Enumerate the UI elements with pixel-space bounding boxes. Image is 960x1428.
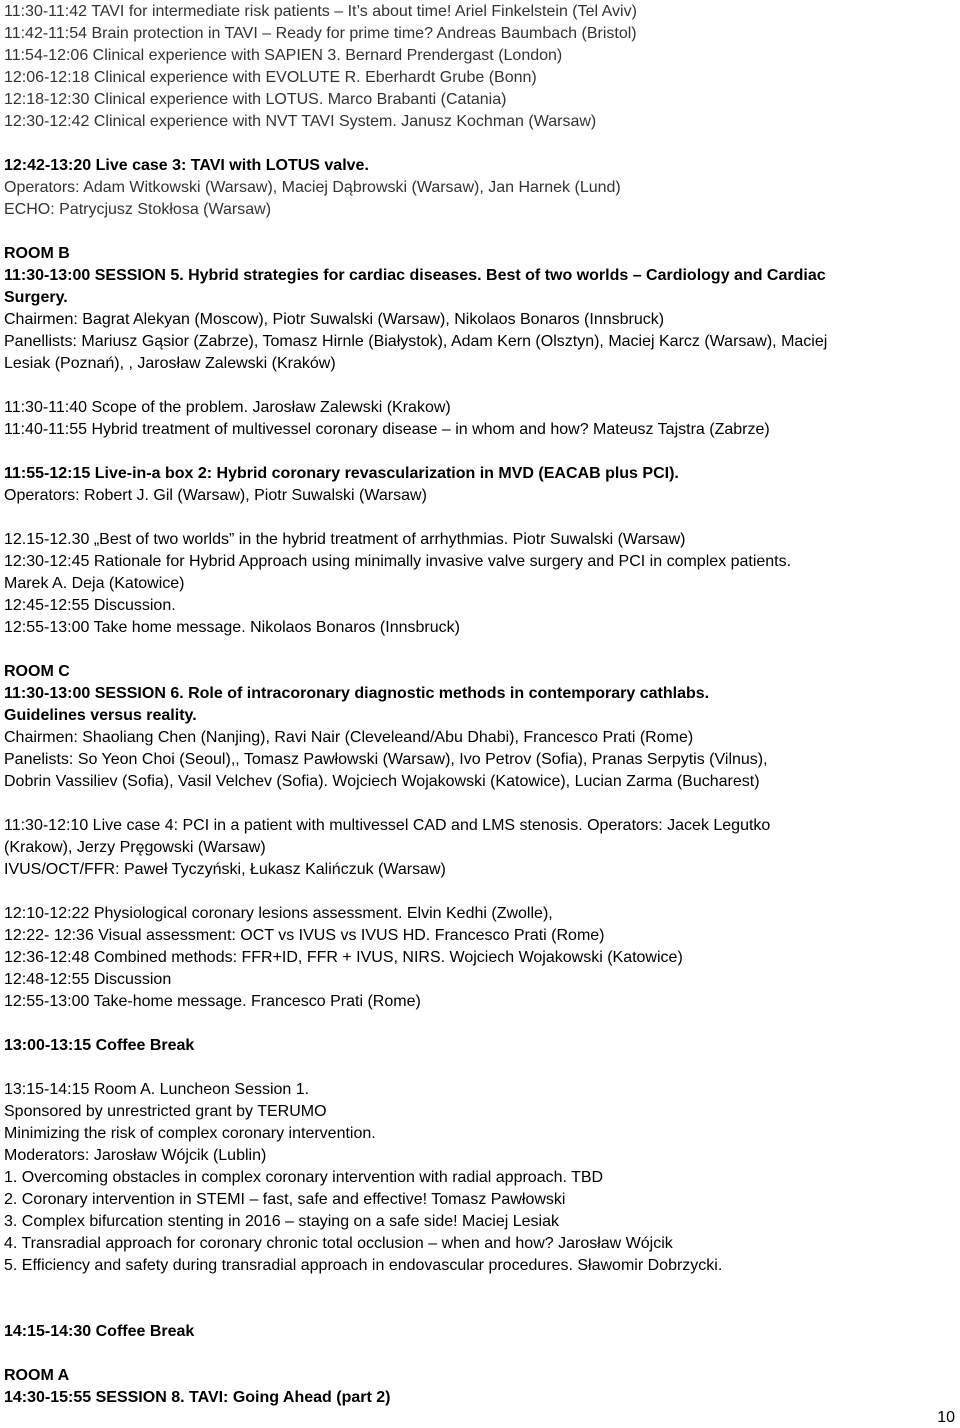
- line-text: (Krakow), Jerzy Pręgowski (Warsaw): [4, 839, 266, 856]
- line-text: 12:18-12:30 Clinical experience with LOTUS. Marco Brabanti (Catania): [4, 91, 507, 108]
- line-text: 12:30-12:42 Clinical experience with NVT TAVI System. Janusz Kochman (Warsaw): [4, 113, 597, 130]
- text-line: [4, 705, 197, 727]
- line-text: Operators: Robert J. Gil (Warsaw), Piotr Suwalski (Warsaw): [4, 487, 427, 504]
- line-text: Moderators: Jarosław Wójcik (Lublin): [4, 1147, 267, 1164]
- text-line: [4, 903, 553, 925]
- text-line: [4, 243, 70, 265]
- line-text: 5. Efficiency and safety during transradial approach in endovascular procedures. Sławomir Dobrzycki.: [4, 1257, 723, 1274]
- text-line: [4, 969, 171, 991]
- text-line: [4, 419, 770, 441]
- bold-text: ROOM C: [4, 663, 70, 680]
- line-text: 11:30-11:42 TAVI for intermediate risk patients – It’s about time! Ariel Finkelstein (Tel Aviv): [4, 3, 637, 20]
- text-line: [4, 23, 637, 45]
- text-line: [4, 177, 621, 199]
- text-line: [4, 573, 185, 595]
- line-text: 11:30-11:40 Scope of the problem. Jarosław Zalewski (Krakow): [4, 399, 451, 416]
- text-line: [4, 397, 451, 419]
- line-text: 12:30-12:45 Rationale for Hybrid Approach using minimally invasive valve surgery and PCI in complex patients.: [4, 553, 792, 570]
- line-text: Panellists: Mariusz Gąsior (Zabrze), Tomasz Hirnle (Białystok), Adam Kern (Olsztyn), Maciej Karcz (Warsaw), Maciej: [4, 333, 828, 350]
- bold-text: 14:15-14:30 Coffee Break: [4, 1323, 195, 1340]
- line-text: 12:48-12:55 Discussion: [4, 971, 172, 988]
- line-text: 12:55-13:00 Take home message. Nikolaos Bonaros (Innsbruck): [4, 619, 460, 636]
- text-line: [4, 45, 562, 67]
- bold-text: Guidelines versus reality.: [4, 707, 197, 724]
- text-line: [4, 991, 421, 1013]
- text-line: [4, 727, 693, 749]
- text-line: [4, 353, 336, 375]
- bold-text: Surgery.: [4, 289, 68, 306]
- text-line: [4, 859, 446, 881]
- text-line: [4, 67, 537, 89]
- line-text: 3. Complex bifurcation stenting in 2016 – staying on a safe side! Maciej Lesiak: [4, 1213, 559, 1230]
- text-line: [4, 1, 637, 23]
- text-line: [4, 463, 679, 485]
- text-line: [4, 1211, 559, 1233]
- text-line: [4, 1321, 194, 1343]
- text-line: [4, 89, 506, 111]
- bold-text: 14:30-15:55 SESSION 8. TAVI: Going Ahead (part 2): [4, 1389, 391, 1406]
- text-line: [4, 947, 683, 969]
- line-text: Dobrin Vassiliev (Sofia), Vasil Velchev (Sofia). Wojciech Wojakowski (Katowice), Lucian Zarma (Bucharest): [4, 773, 760, 790]
- text-line: [4, 837, 266, 859]
- text-line: [4, 925, 605, 947]
- bold-text: 13:00-13:15 Coffee Break: [4, 1037, 195, 1054]
- text-line: [4, 1255, 722, 1277]
- text-line: [4, 1145, 266, 1167]
- text-line: [4, 661, 70, 683]
- line-text: 12:55-13:00 Take-home message. Francesco Prati (Rome): [4, 993, 421, 1010]
- line-text: ECHO: Patrycjusz Stokłosa (Warsaw): [4, 201, 272, 218]
- text-line: [4, 771, 760, 793]
- line-text: Lesiak (Poznań), , Jarosław Zalewski (Kraków): [4, 355, 336, 372]
- text-line: [4, 1365, 69, 1387]
- line-text: Panelists: So Yeon Choi (Seoul),, Tomasz Pawłowski (Warsaw), Ivo Petrov (Sofia), Pranas Serpytis (Vilnus),: [4, 751, 768, 768]
- bold-text: 12:42-13:20 Live case 3: TAVI with LOTUS valve.: [4, 157, 369, 174]
- line-text: Chairmen: Bagrat Alekyan (Moscow), Piotr Suwalski (Warsaw), Nikolaos Bonaros (Innsbruck): [4, 311, 665, 328]
- line-text: Operators: Adam Witkowski (Warsaw), Maciej Dąbrowski (Warsaw), Jan Harnek (Lund): [4, 179, 621, 196]
- line-text: Chairmen: Shaoliang Chen (Nanjing), Ravi Nair (Cleveleand/Abu Dhabi), Francesco Prati (Rome): [4, 729, 694, 746]
- line-text: 4. Transradial approach for coronary chronic total occlusion – when and how? Jarosław Wójcik: [4, 1235, 673, 1252]
- line-text: IVUS/OCT/FFR: Paweł Tyczyński, Łukasz Kalińczuk (Warsaw): [4, 861, 446, 878]
- text-line: [4, 265, 826, 287]
- bold-text: 11:55-12:15 Live-in-a box 2: Hybrid coronary revascularization in MVD (EACAB plus PCI).: [4, 465, 679, 482]
- text-line: [4, 749, 768, 771]
- bold-text: ROOM B: [4, 245, 70, 262]
- page-number: 10: [937, 1409, 955, 1426]
- text-line: [4, 595, 176, 617]
- line-text: Minimizing the risk of complex coronary intervention.: [4, 1125, 376, 1142]
- text-line: [4, 287, 68, 309]
- line-text: 11:30-12:10 Live case 4: PCI in a patient with multivessel CAD and LMS stenosis. Operators: Jacek Legutko: [4, 817, 771, 834]
- line-text: 13:15-14:15 Room A. Luncheon Session 1.: [4, 1081, 310, 1098]
- text-line: [4, 551, 791, 573]
- text-line: [4, 485, 427, 507]
- line-text: 12:36-12:48 Combined methods: FFR+ID, FFR + IVUS, NIRS. Wojciech Wojakowski (Katowice): [4, 949, 683, 966]
- line-text: Sponsored by unrestricted grant by TERUMO: [4, 1103, 327, 1120]
- text-line: [4, 1387, 390, 1409]
- text-line: [4, 1167, 603, 1189]
- line-text: 12:10-12:22 Physiological coronary lesions assessment. Elvin Kedhi (Zwolle),: [4, 905, 553, 922]
- text-line: [4, 1123, 376, 1145]
- text-line: [4, 1035, 194, 1057]
- text-line: [4, 199, 271, 221]
- text-line: [4, 529, 685, 551]
- bold-text: 11:30-13:00 SESSION 6. Role of intracoronary diagnostic methods in contemporary cathlabs.: [4, 685, 710, 702]
- line-text: 12:45-12:55 Discussion.: [4, 597, 176, 614]
- bold-text: ROOM A: [4, 1367, 70, 1384]
- text-line: [4, 1233, 673, 1255]
- text-line: [4, 683, 709, 705]
- line-text: 12:22- 12:36 Visual assessment: OCT vs IVUS vs IVUS HD. Francesco Prati (Rome): [4, 927, 605, 944]
- line-text: 1. Overcoming obstacles in complex coronary intervention with radial approach. TBD: [4, 1169, 604, 1186]
- line-text: Marek A. Deja (Katowice): [4, 575, 185, 592]
- line-text: 11:40-11:55 Hybrid treatment of multivessel coronary disease – in whom and how? Mateusz Tajstra (Zabrze): [4, 421, 770, 438]
- line-text: 11:54-12:06 Clinical experience with SAPIEN 3. Bernard Prendergast (London): [4, 47, 563, 64]
- text-line: [4, 1189, 565, 1211]
- text-line: [4, 1079, 309, 1101]
- text-line: [4, 331, 827, 353]
- line-text: 2. Coronary intervention in STEMI – fast, safe and effective! Tomasz Pawłowski: [4, 1191, 566, 1208]
- line-text: 11:42-11:54 Brain protection in TAVI – Ready for prime time? Andreas Baumbach (Bristol): [4, 25, 637, 42]
- line-text: 12:06-12:18 Clinical experience with EVOLUTE R. Eberhardt Grube (Bonn): [4, 69, 537, 86]
- text-line: [4, 111, 596, 133]
- bold-text: 11:30-13:00 SESSION 5. Hybrid strategies for cardiac diseases. Best of two worlds – Cardiology and Cardiac: [4, 267, 826, 284]
- line-text: 12.15-12.30 „Best of two worlds” in the hybrid treatment of arrhythmias. Piotr Suwalski (Warsaw): [4, 531, 686, 548]
- text-line: [4, 815, 770, 837]
- text-line: [4, 617, 460, 639]
- text-line: [4, 1101, 327, 1123]
- text-line: [4, 155, 369, 177]
- text-line: [4, 309, 664, 331]
